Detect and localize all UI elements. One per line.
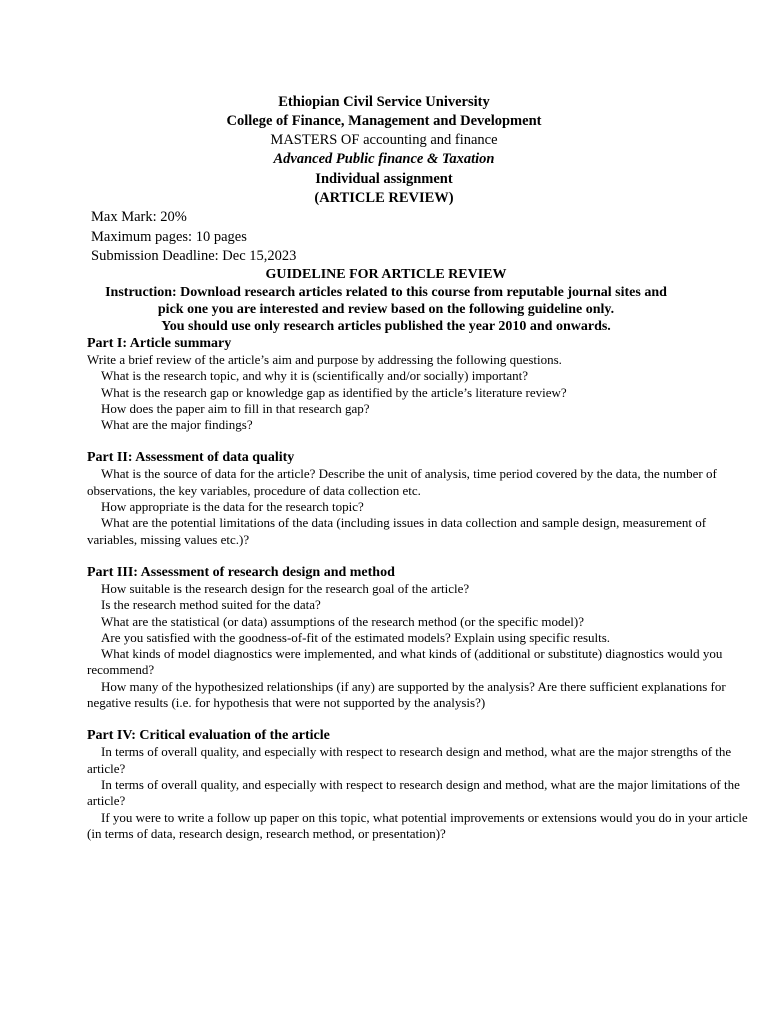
instruction-line-2: pick one you are interested and review based on the following guideline only. [157,302,615,317]
college-name: College of Finance, Management and Development [226,113,542,129]
guideline-body [87,335,753,842]
question-item: What are the potential limitations of the data (including issues in data collection and sample design, measurement of variables, missing values etc.)? [87,515,707,547]
course-name: Advanced Public finance & Taxation [273,151,495,167]
question-item: How many of the hypothesized relationships (if any) are supported by the analysis? Are there sufficient explanations for negative results (i.e. for hypothesis that were not supported by the analysis?) [87,678,726,711]
part-2-section [87,449,753,547]
section-spacer [87,711,753,727]
section-spacer [87,433,753,449]
part-3-section [87,564,753,711]
question-item: In terms of overall quality, and especially with respect to research design and method, what are the major strengths of the article? [87,744,732,776]
question-item: If you were to write a follow up paper on this topic, what potential improvements or extensions would you do in your article (in terms of data, research design, research method, or presentation)? [87,809,748,841]
submission-deadline: Submission Deadline: Dec 15,2023 [91,248,297,264]
part-1-section [87,335,753,433]
question-item: What is the research topic, and why it is (scientifically and/or socially) important? [101,368,529,384]
max-mark: Max Mark: 20% [91,209,187,225]
question-item: What are the statistical (or data) assumptions of the research method (or the specific model)? [101,613,584,629]
question-item: In terms of overall quality, and especially with respect to research design and method, what are the major limitations of the article? [87,776,740,809]
assignment-type: Individual assignment [315,171,453,187]
instruction-line-1: Instruction: Download research articles related to this course from reputable journal sites and [105,285,667,300]
part-4-section [87,727,753,842]
question-item: How appropriate is the data for the research topic? [101,499,364,515]
question-item: Are you satisfied with the goodness-of-fit of the estimated models? Explain using specific results. [101,629,611,645]
section-spacer [87,548,753,564]
part-1-title: Part I: Article summary [87,336,232,351]
question-item: What is the source of data for the article? Describe the unit of analysis, time period covered by the data, the number of observations, the key variables, procedure of data collection etc. [87,466,717,498]
part-1-intro: Write a brief review of the article’s aim and purpose by addressing the following questions. [87,352,562,367]
part-3-title: Part III: Assessment of research design and method [87,564,395,580]
question-item: How does the paper aim to fill in that research gap? [101,400,370,416]
max-pages: Maximum pages: 10 pages [91,229,247,245]
part-2-title: Part II: Assessment of data quality [87,450,295,466]
question-item: What kinds of model diagnostics were implemented, and what kinds of (additional or substitute) diagnostics would you recommend? [87,646,723,678]
instruction-line-3: You should use only research articles published the year 2010 and onwards. [161,319,611,334]
assignment-title: (ARTICLE REVIEW) [314,190,454,206]
program-name: MASTERS OF accounting and finance [270,132,498,148]
question-item: What is the research gap or knowledge gap as identified by the article’s literature review? [101,384,567,400]
guideline-title: GUIDELINE FOR ARTICLE REVIEW [265,267,507,282]
question-item: What are the major findings? [101,417,253,433]
question-item: How suitable is the research design for the research goal of the article? [101,580,470,596]
university-name: Ethiopian Civil Service University [278,94,490,110]
question-item: Is the research method suited for the data? [101,597,321,613]
part-4-title: Part IV: Critical evaluation of the article [87,728,330,744]
